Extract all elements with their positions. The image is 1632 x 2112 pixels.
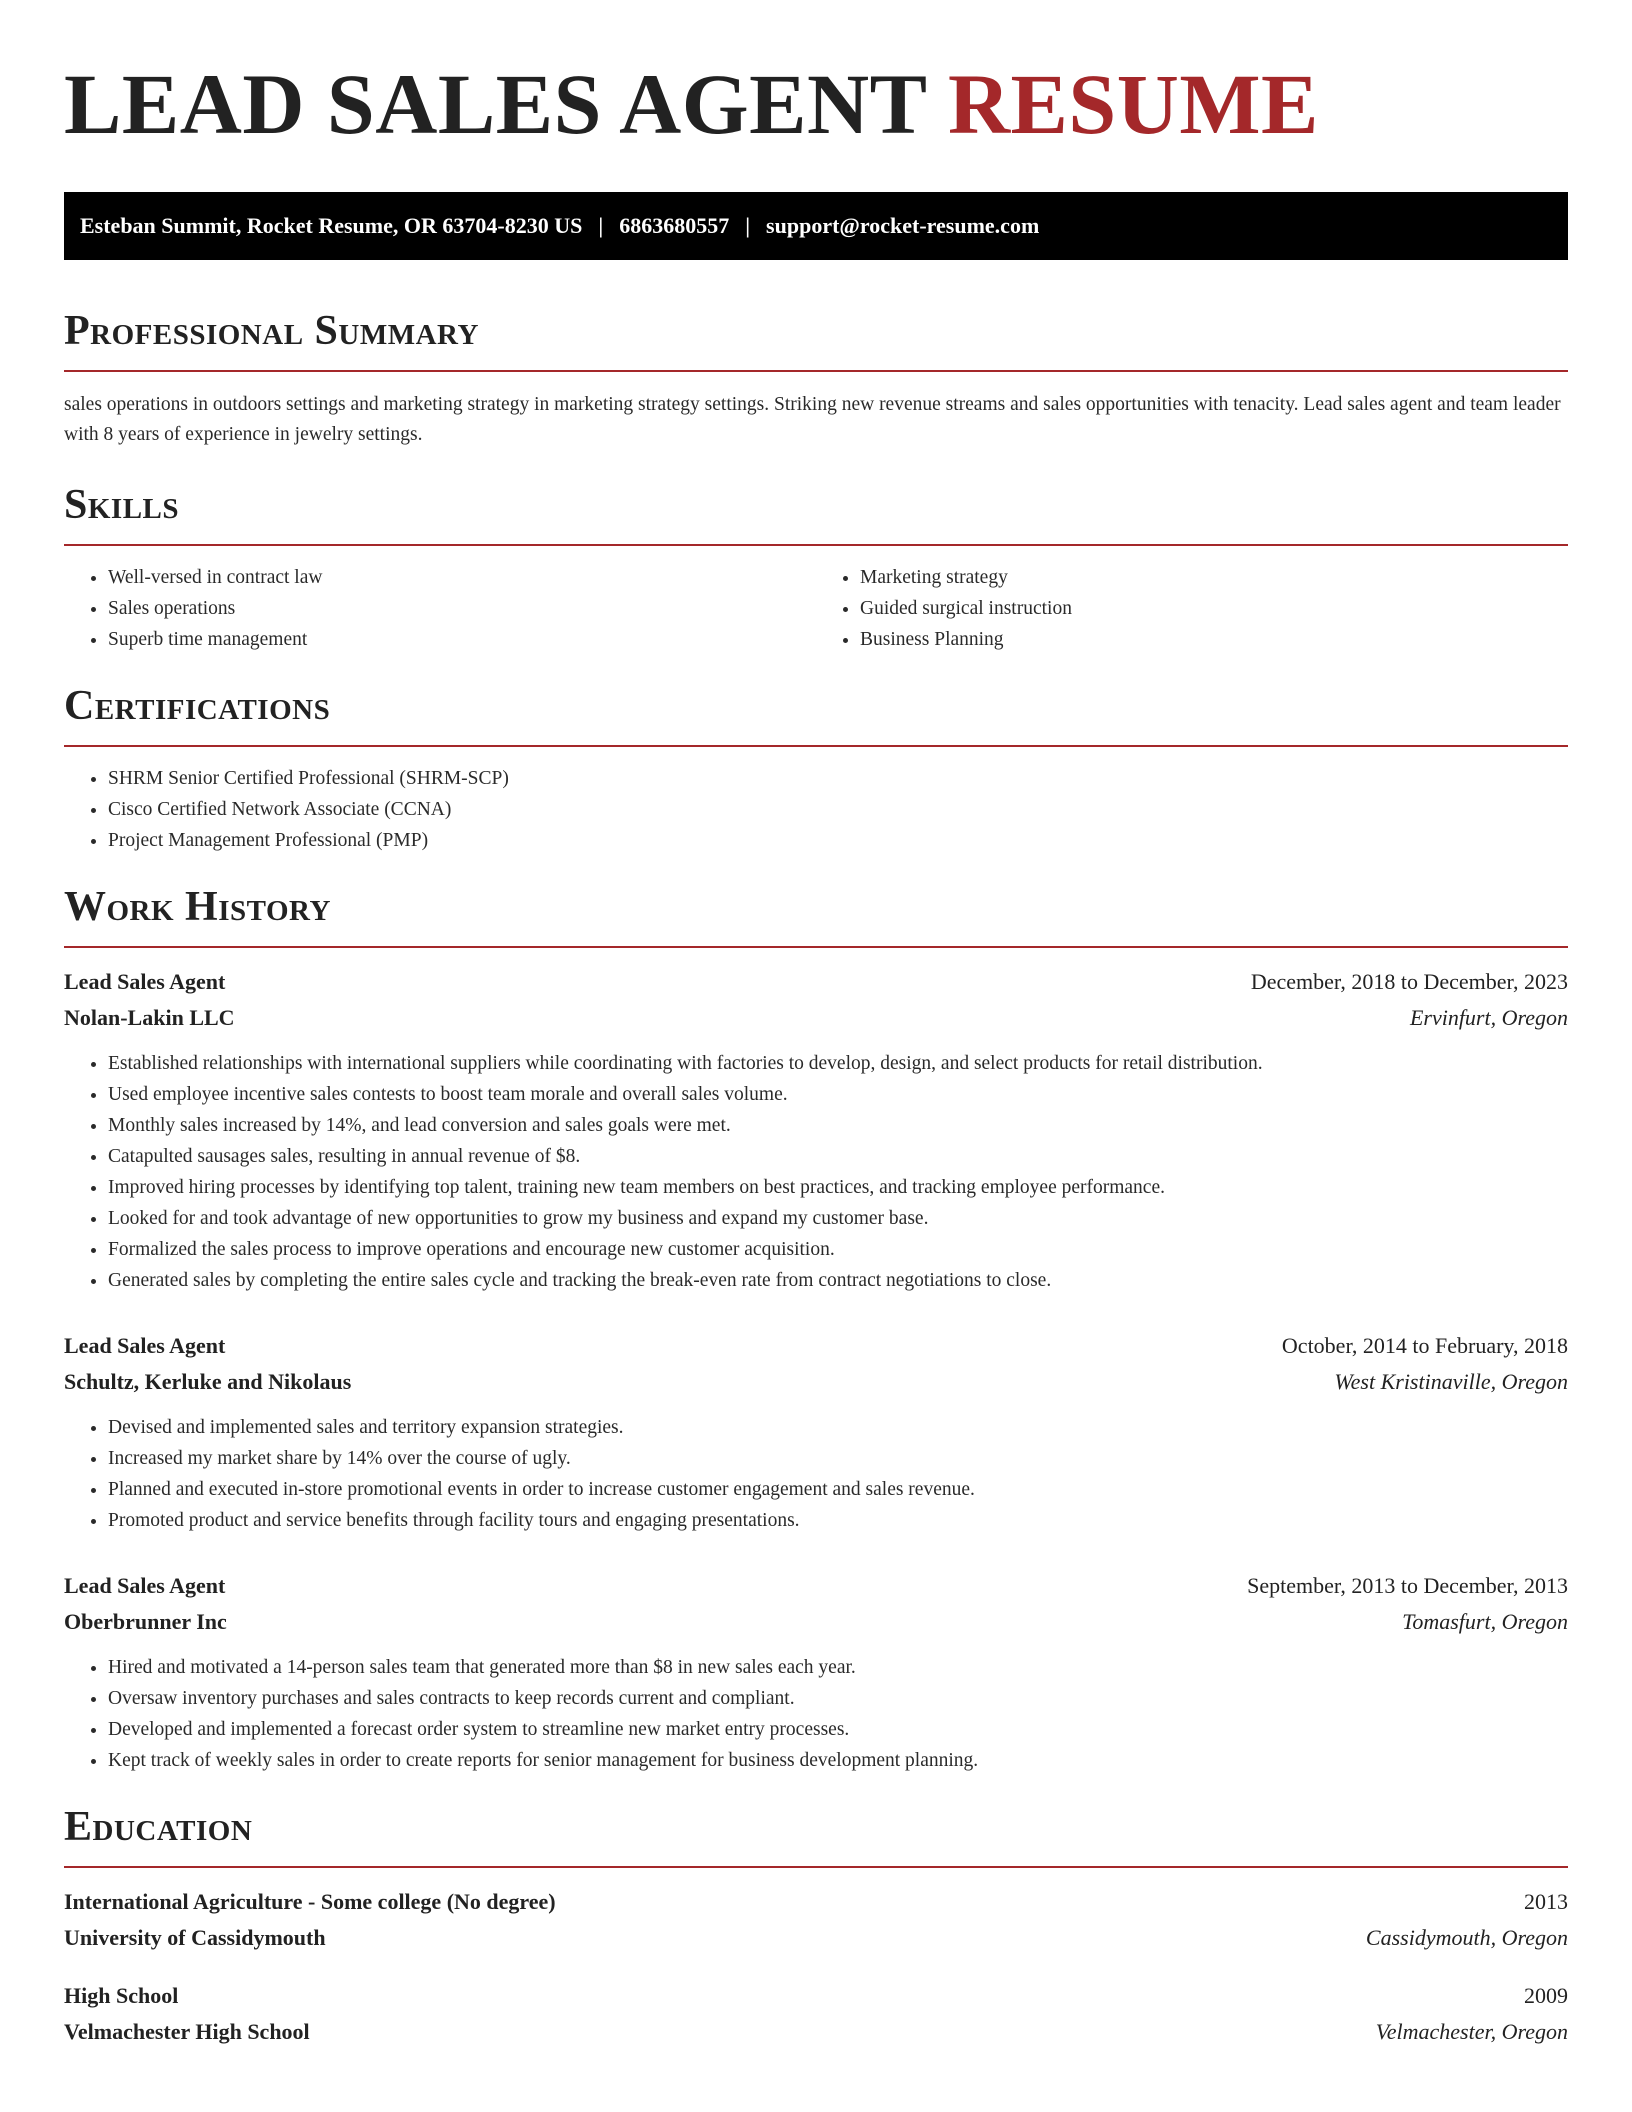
job-dates: September, 2013 to December, 2013 (1247, 1573, 1568, 1598)
job-bullet: • Used employee incentive sales contests to boost team morale and overall sales volume. (108, 1079, 1568, 1110)
job-bullet: • Established relationships with international suppliers while coordinating with factories to develop, design, and select products for retail distribution. (108, 1048, 1568, 1079)
contact-separator: | (598, 213, 604, 238)
job-bullet: • Formalized the sales process to improve operations and encourage new customer acquisition. (108, 1234, 1568, 1265)
job-header (64, 1328, 1568, 1364)
skills-grid (64, 562, 1568, 655)
job-bullet: • Improved hiring processes by identifying top talent, training new team members on best practices, and tracking employee performance. (108, 1172, 1568, 1203)
summary-section (64, 306, 1568, 450)
job-subheader (64, 1604, 1568, 1640)
job-bullets (64, 1048, 1568, 1296)
job-bullet: • Oversaw inventory purchases and sales contracts to keep records current and compliant. (108, 1683, 1568, 1714)
job-dates: October, 2014 to February, 2018 (1281, 1333, 1568, 1358)
work-history-section (64, 882, 1568, 1776)
job-company: Nolan-Lakin LLC (64, 1005, 235, 1030)
job-bullets (64, 1652, 1568, 1776)
education-entry (64, 1884, 1568, 1956)
job-bullet: • Monthly sales increased by 14%, and lead conversion and sales goals were met. (108, 1110, 1568, 1141)
skill-item: • Superb time management (108, 624, 816, 655)
skill-item: • Business Planning (860, 624, 1568, 655)
job-header (64, 1568, 1568, 1604)
skill-item: • Well-versed in contract law (108, 562, 816, 593)
section-heading-education: Education (64, 1804, 253, 1850)
section-heading-summary: Professional Summary (64, 308, 479, 354)
title-accent: RESUME (947, 56, 1319, 152)
skill-item: • Sales operations (108, 593, 816, 624)
education-degree: High School (64, 1983, 179, 2008)
contact-email[interactable]: support@rocket-resume.com (766, 213, 1040, 238)
skill-item: • Guided surgical instruction (860, 593, 1568, 624)
education-location: Cassidymouth, Oregon (1365, 1925, 1568, 1950)
contact-phone[interactable]: 6863680557 (619, 213, 730, 238)
contact-address: Esteban Summit, Rocket Resume, OR 63704-8230 US (80, 213, 583, 238)
job-bullet: • Devised and implemented sales and territory expansion strategies. (108, 1412, 1568, 1443)
education-header (64, 1978, 1568, 2014)
job-bullet: • Planned and executed in-store promotional events in order to increase customer engagement and sales revenue. (108, 1474, 1568, 1505)
job-bullet: • Increased my market share by 14% over the course of ugly. (108, 1443, 1568, 1474)
job-bullet: • Catapulted sausages sales, resulting in annual revenue of $8. (108, 1141, 1568, 1172)
job-title: Lead Sales Agent (64, 969, 226, 994)
education-year: 2009 (1524, 1983, 1568, 2008)
job-bullet: • Kept track of weekly sales in order to create reports for senior management for business development planning. (108, 1745, 1568, 1776)
resume-title (64, 58, 1568, 150)
job-bullet: • Generated sales by completing the entire sales cycle and tracking the break-even rate from contract negotiations to close. (108, 1265, 1568, 1296)
section-divider (64, 946, 1568, 948)
education-school: Velmachester High School (64, 2019, 310, 2044)
job-subheader (64, 1364, 1568, 1400)
education-year: 2013 (1524, 1889, 1568, 1914)
job-company: Oberbrunner Inc (64, 1609, 227, 1634)
job-company: Schultz, Kerluke and Nikolaus (64, 1369, 352, 1394)
summary-text: sales operations in outdoors settings and marketing strategy in marketing strategy settings. Striking new revenue streams and sales opportunities with tenacity. Lead sales agent and team leader with 8 years of experience in jewelry settings. (64, 394, 1561, 445)
skills-list-left (64, 562, 816, 655)
job-subheader (64, 1000, 1568, 1036)
job-bullet: • Promoted product and service benefits through facility tours and engaging presentations. (108, 1505, 1568, 1536)
contact-separator: | (745, 213, 751, 238)
job-bullet: • Developed and implemented a forecast order system to streamline new market entry processes. (108, 1714, 1568, 1745)
contact-bar (64, 192, 1568, 260)
education-school: University of Cassidymouth (64, 1925, 326, 1950)
title-main: LEAD SALES AGENT (64, 56, 926, 152)
job-bullets (64, 1412, 1568, 1536)
job-entry (64, 1328, 1568, 1536)
job-location: Ervinfurt, Oregon (1409, 1005, 1568, 1030)
certification-item: • Project Management Professional (PMP) (108, 825, 1568, 856)
job-bullet: • Hired and motivated a 14-person sales team that generated more than $8 in new sales each year. (108, 1652, 1568, 1683)
education-entry (64, 1978, 1568, 2050)
certifications-section (64, 681, 1568, 856)
section-divider (64, 544, 1568, 546)
job-dates: December, 2018 to December, 2023 (1250, 969, 1568, 994)
education-subheader (64, 1920, 1568, 1956)
education-subheader (64, 2014, 1568, 2050)
education-header (64, 1884, 1568, 1920)
job-location: West Kristinaville, Oregon (1334, 1369, 1568, 1394)
certification-item: • SHRM Senior Certified Professional (SHRM-SCP) (108, 763, 1568, 794)
job-entry (64, 964, 1568, 1296)
section-heading-certifications: Certifications (64, 683, 331, 729)
job-bullet: • Looked for and took advantage of new opportunities to grow my business and expand my customer base. (108, 1203, 1568, 1234)
section-divider (64, 745, 1568, 747)
education-location: Velmachester, Oregon (1375, 2019, 1568, 2044)
certification-item: • Cisco Certified Network Associate (CCNA) (108, 794, 1568, 825)
section-divider (64, 1866, 1568, 1868)
job-entry (64, 1568, 1568, 1776)
education-degree: International Agriculture - Some college (No degree) (64, 1889, 556, 1914)
section-divider (64, 370, 1568, 372)
job-header (64, 964, 1568, 1000)
job-title: Lead Sales Agent (64, 1573, 226, 1598)
certifications-list (64, 763, 1568, 856)
job-title: Lead Sales Agent (64, 1333, 226, 1358)
skill-item: • Marketing strategy (860, 562, 1568, 593)
skills-list-right (816, 562, 1568, 655)
skills-section (64, 480, 1568, 655)
section-heading-skills: Skills (64, 482, 180, 528)
education-section (64, 1802, 1568, 2050)
job-location: Tomasfurt, Oregon (1402, 1609, 1568, 1634)
section-heading-work-history: Work History (64, 884, 331, 930)
